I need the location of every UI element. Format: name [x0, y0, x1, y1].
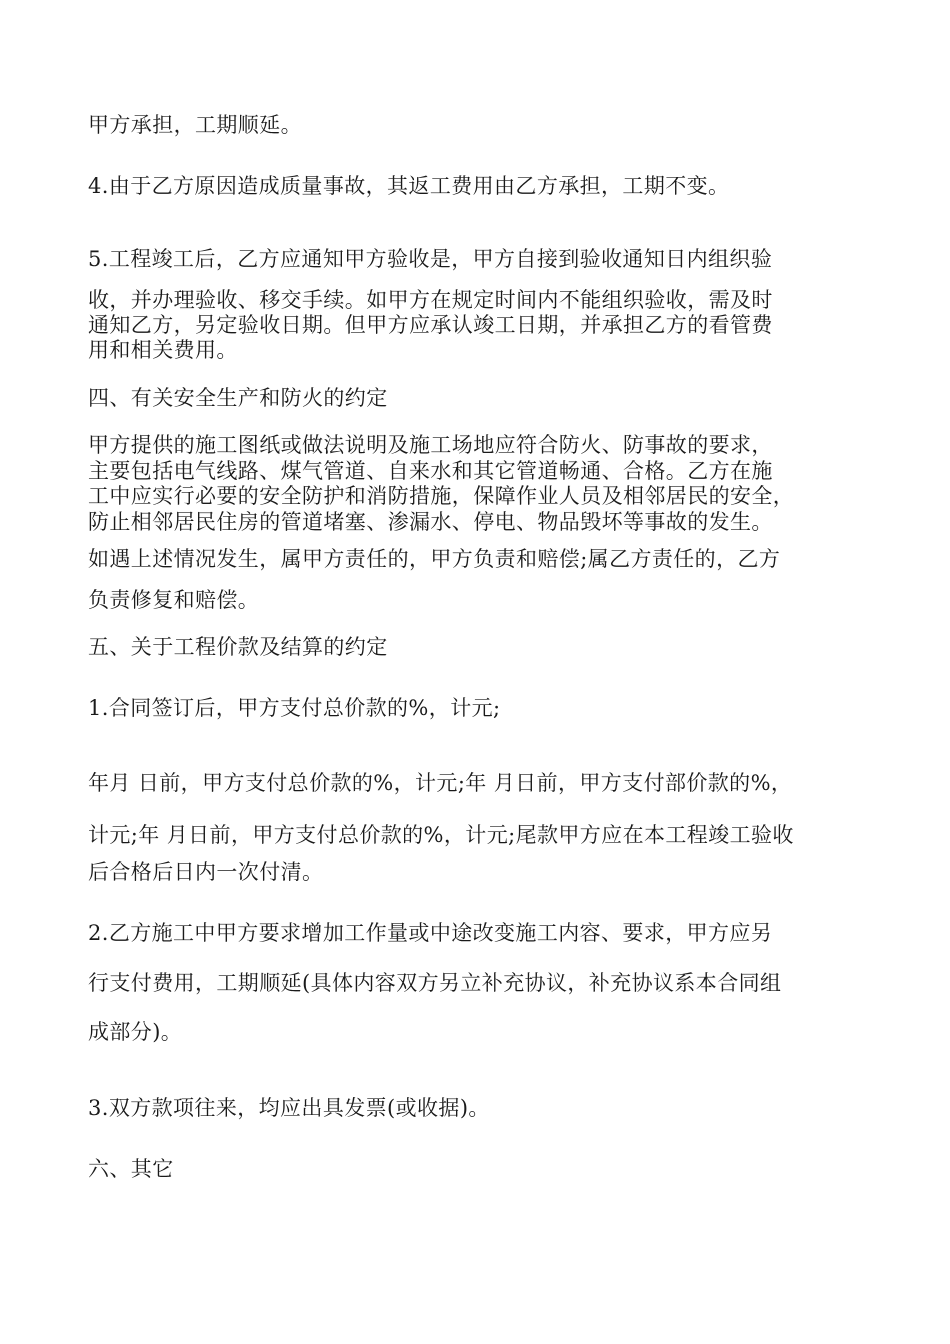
text-line: 如遇上述情况发生，属甲方责任的，甲方负责和赔偿;属乙方责任的，乙方 — [88, 547, 781, 571]
text-line: 主要包括电气线路、煤气管道、自来水和其它管道畅通、合格。乙方在施 — [88, 459, 773, 483]
text-line: 甲方提供的施工图纸或做法说明及施工场地应符合防火、防事故的要求， — [88, 433, 773, 457]
section-heading: 六、其它 — [88, 1157, 174, 1181]
text-line: 2.乙方施工中甲方要求增加工作量或中途改变施工内容、要求，甲方应另 — [88, 921, 773, 945]
text-line: 甲方承担，工期顺延。 — [88, 113, 302, 137]
text-line: 通知乙方，另定验收日期。但甲方应承认竣工日期，并承担乙方的看管费 — [88, 313, 773, 337]
text-line: 3.双方款项往来，均应出具发票(或收据)。 — [88, 1096, 490, 1120]
text-line: 计元;年 月日前，甲方支付总价款的%，计元;尾款甲方应在本工程竣工验收 — [88, 823, 794, 847]
section-heading: 四、有关安全生产和防火的约定 — [88, 386, 388, 410]
text-line: 4.由于乙方原因造成质量事故，其返工费用由乙方承担，工期不变。 — [88, 174, 730, 198]
text-line: 防止相邻居民住房的管道堵塞、渗漏水、停电、物品毁坏等事故的发生。 — [88, 510, 773, 534]
text-line: 年月 日前，甲方支付总价款的%，计元;年 月日前，甲方支付部价款的%， — [88, 771, 793, 795]
text-line: 工中应实行必要的安全防护和消防措施，保障作业人员及相邻居民的安全， — [88, 484, 795, 508]
text-line: 后合格后日内一次付清。 — [88, 860, 324, 884]
text-line: 行支付费用，工期顺延(具体内容双方另立补充协议，补充协议系本合同组 — [88, 971, 782, 995]
text-line: 1.合同签订后，甲方支付总价款的%，计元; — [88, 696, 501, 720]
text-line: 负责修复和赔偿。 — [88, 588, 260, 612]
section-heading: 五、关于工程价款及结算的约定 — [88, 635, 388, 659]
text-line: 成部分)。 — [88, 1020, 183, 1044]
text-line: 用和相关费用。 — [88, 338, 238, 362]
text-line: 5.工程竣工后，乙方应通知甲方验收是，甲方自接到验收通知日内组织验 — [88, 247, 773, 271]
text-line: 收，并办理验收、移交手续。如甲方在规定时间内不能组织验收，需及时 — [88, 288, 773, 312]
